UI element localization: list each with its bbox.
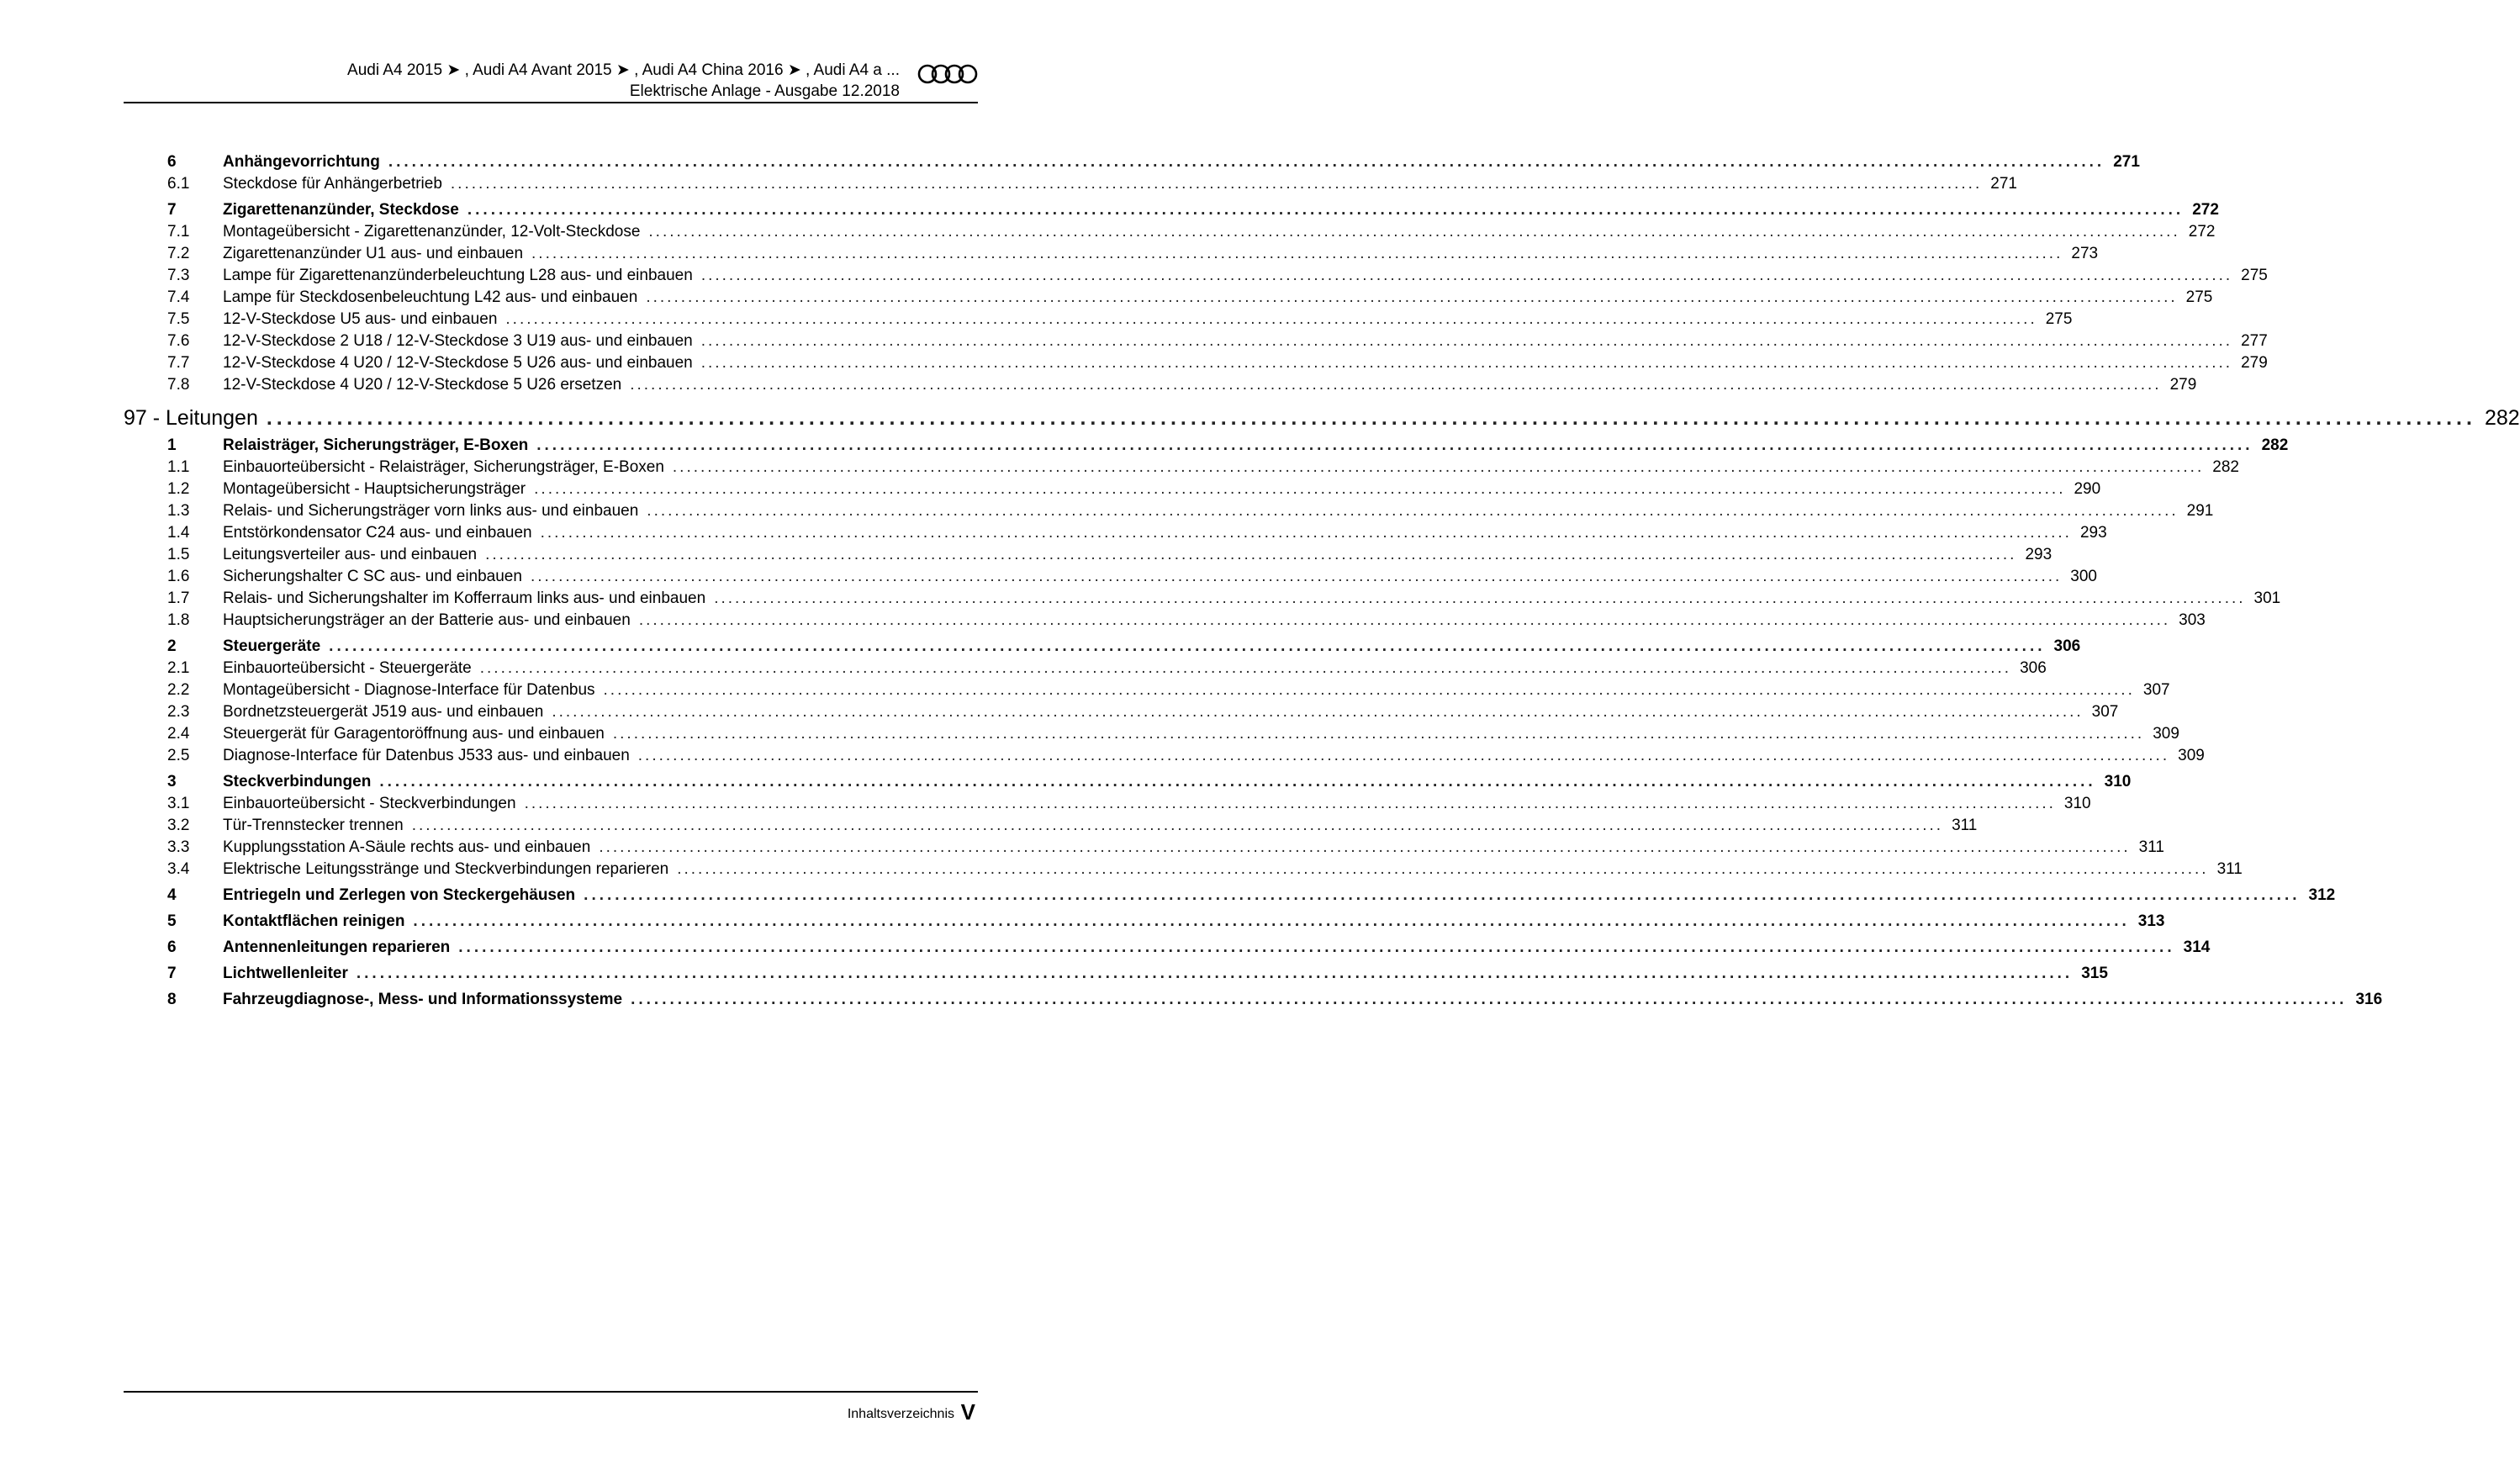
toc-leader-dots: ............................................................................................................................................................................................................................ <box>413 912 2130 930</box>
toc-entry-number: 6 <box>167 153 177 171</box>
toc-entry[interactable] <box>124 793 2091 815</box>
toc-entry-page: 311 <box>1952 817 1978 834</box>
toc-entry-title: Steckdose für Anhängerbetrieb <box>223 173 451 195</box>
toc-entry-number: 1.5 <box>167 546 190 563</box>
toc-entry-number: 6.1 <box>167 175 190 193</box>
toc-entry-title: Tür-Trennstecker trennen <box>223 815 412 837</box>
footer-section-label: Inhaltsverzeichnis <box>847 1407 954 1421</box>
toc-entry-title: Steuergerät für Garagentoröffnung aus- und einbauen <box>223 723 613 745</box>
toc-entry-page: 282 <box>2261 436 2289 454</box>
toc-entry-page: 311 <box>2216 860 2243 878</box>
toc-entry-page: 275 <box>2045 310 2073 328</box>
page-header <box>124 61 978 104</box>
toc-entry[interactable] <box>124 173 2017 195</box>
header-divider <box>124 102 978 103</box>
toc-entry-title-line <box>223 544 2052 566</box>
toc-leader-dots: ............................................................................................................................................................................................................................ <box>603 681 2135 699</box>
toc-entry-number: 7.7 <box>167 354 190 372</box>
toc-leader-dots: ............................................................................................................................................................................................................................ <box>647 502 2179 520</box>
toc-entry-title-line <box>223 885 2336 907</box>
audi-rings-icon <box>917 63 978 85</box>
toc-entry[interactable] <box>124 309 2073 330</box>
toc-leader-dots: ............................................................................................................................................................................................................................ <box>531 245 2063 262</box>
toc-entry[interactable] <box>124 679 2170 701</box>
toc-entry-title-line <box>124 401 2520 435</box>
toc-entry-title-line <box>223 771 2132 793</box>
toc-entry-title: Einbauorteübersicht - Relaisträger, Sicherungsträger, E-Boxen <box>223 457 673 478</box>
toc-entry-title-line <box>223 859 2243 880</box>
toc-entry-title: Entriegeln und Zerlegen von Steckergehäusen <box>223 885 584 907</box>
toc-entry-title-line <box>223 937 2211 959</box>
toc-entry-number: 1.3 <box>167 502 190 520</box>
toc-entry-title-line <box>223 199 2219 221</box>
toc-leader-dots: ............................................................................................................................................................................................................................ <box>450 175 1983 193</box>
toc-entry-title: Steuergeräte <box>223 636 329 658</box>
toc-leader-dots: ............................................................................................................................................................................................................................ <box>388 153 2105 171</box>
toc-entry-title: Anhängevorrichtung <box>223 151 388 173</box>
toc-entry[interactable] <box>124 544 2052 566</box>
toc-entry-page: 272 <box>2192 201 2219 219</box>
toc-entry[interactable] <box>124 435 2289 457</box>
toc-entry-number: 2.4 <box>167 725 190 743</box>
toc-leader-dots: ............................................................................................................................................................................................................................ <box>530 568 2063 585</box>
toc-entry-page: 314 <box>2183 938 2211 956</box>
toc-leader-dots: ............................................................................................................................................................................................................................ <box>505 310 2037 328</box>
toc-entry[interactable] <box>124 771 2132 793</box>
toc-entry-title: Bordnetzsteuergerät J519 aus- und einbauen <box>223 701 552 723</box>
toc-entry-number: 3.2 <box>167 817 190 834</box>
toc-entry-page: 303 <box>2179 611 2206 629</box>
page-number: V <box>960 1399 975 1425</box>
toc-entry-title: Kupplungsstation A-Säule rechts aus- und einbauen <box>223 837 599 859</box>
toc-entry-title-line <box>223 478 2101 500</box>
toc-entry-title-line <box>223 793 2091 815</box>
toc-entry[interactable] <box>124 588 2281 610</box>
toc-entry-title: Relais- und Sicherungshalter im Kofferraum links aus- und einbauen <box>223 588 714 610</box>
toc-leader-dots: ............................................................................................................................................................................................................................ <box>266 406 2476 430</box>
toc-entry-number: 3.4 <box>167 860 190 878</box>
toc-entry-title-line <box>223 911 2165 933</box>
toc-entry[interactable] <box>124 522 2107 544</box>
toc-entry-page: 306 <box>2020 659 2047 677</box>
toc-entry[interactable] <box>124 374 2197 396</box>
toc-entry[interactable] <box>124 658 2047 679</box>
toc-entry-page: 293 <box>2079 524 2107 542</box>
toc-entry-page: 312 <box>2308 886 2336 904</box>
toc-entry-title: Hauptsicherungsträger an der Batterie aus- und einbauen <box>223 610 639 632</box>
toc-entry-title: Montageübersicht - Hauptsicherungsträger <box>223 478 534 500</box>
toc-entry-number: 7.4 <box>167 288 190 306</box>
toc-entry[interactable] <box>124 457 2239 478</box>
toc-entry-number: 3 <box>167 773 177 790</box>
toc-entry-title: 12-V-Steckdose 4 U20 / 12-V-Steckdose 5 U26 aus- und einbauen <box>223 352 701 374</box>
toc-entry-title-line <box>223 723 2179 745</box>
toc-entry-number: 8 <box>167 991 177 1008</box>
toc-leader-dots: ............................................................................................................................................................................................................................ <box>637 747 2170 764</box>
toc-entry-number: 7.2 <box>167 245 190 262</box>
toc-entry-title-line <box>223 500 2214 522</box>
toc-entry-page: 293 <box>2025 546 2052 563</box>
toc-entry-page: 271 <box>2113 153 2140 171</box>
toc-leader-dots: ............................................................................................................................................................................................................................ <box>648 223 2180 241</box>
toc-entry-title-line <box>223 989 2383 1011</box>
toc-entry-page: 273 <box>2071 245 2099 262</box>
toc-entry-title-line <box>223 745 2205 767</box>
toc-entry-title-line <box>223 309 2073 330</box>
toc-entry-title: Diagnose-Interface für Datenbus J533 aus- und einbauen <box>223 745 638 767</box>
toc-entry[interactable] <box>124 963 2108 985</box>
toc-entry[interactable] <box>124 287 2213 309</box>
toc-entry-page: 316 <box>2355 991 2383 1008</box>
table-of-contents <box>124 151 2520 1011</box>
toc-entry-number: 7 <box>167 965 177 982</box>
toc-leader-dots: ............................................................................................................................................................................................................................ <box>411 817 1944 834</box>
toc-entry[interactable] <box>124 859 2243 880</box>
toc-entry-title-line <box>223 815 1978 837</box>
toc-chapter-entry[interactable] <box>124 401 2520 435</box>
toc-entry-page: 309 <box>2153 725 2179 743</box>
toc-entry-title-line <box>223 566 2097 588</box>
toc-entry-title-line <box>223 352 2268 374</box>
toc-entry-number: 2.5 <box>167 747 190 764</box>
toc-entry-page: 291 <box>2186 502 2214 520</box>
toc-entry[interactable] <box>124 265 2268 287</box>
toc-entry-title: Einbauorteübersicht - Steckverbindungen <box>223 793 525 815</box>
toc-entry-title-line <box>223 457 2239 478</box>
toc-entry-title-line <box>223 173 2017 195</box>
toc-leader-dots: ............................................................................................................................................................................................................................ <box>714 589 2246 607</box>
toc-entry-title-line <box>223 374 2197 396</box>
toc-leader-dots: ............................................................................................................................................................................................................................ <box>356 965 2074 982</box>
toc-entry[interactable] <box>124 911 2165 933</box>
toc-entry-title: Lampe für Zigarettenanzünderbeleuchtung L28 aus- und einbauen <box>223 265 701 287</box>
toc-leader-dots: ............................................................................................................................................................................................................................ <box>700 332 2233 350</box>
toc-entry-page: 282 <box>2212 458 2239 476</box>
toc-entry-title: Einbauorteübersicht - Steuergeräte <box>223 658 480 679</box>
toc-leader-dots: ............................................................................................................................................................................................................................ <box>536 436 2253 454</box>
toc-entry[interactable] <box>124 989 2383 1011</box>
toc-entry[interactable] <box>124 837 2164 859</box>
footer-divider <box>124 1391 978 1393</box>
toc-entry-page: 275 <box>2241 267 2268 284</box>
toc-leader-dots: ............................................................................................................................................................................................................................ <box>630 376 2162 394</box>
toc-entry-page: 309 <box>2178 747 2205 764</box>
toc-entry-number: 2.1 <box>167 659 190 677</box>
toc-entry-title: 12-V-Steckdose U5 aus- und einbauen <box>223 309 505 330</box>
toc-entry-title: 12-V-Steckdose 2 U18 / 12-V-Steckdose 3 U19 aus- und einbauen <box>223 330 701 352</box>
toc-leader-dots: ............................................................................................................................................................................................................................ <box>631 991 2348 1008</box>
toc-entry-page: 279 <box>2241 354 2268 372</box>
toc-entry-number: 7.1 <box>167 223 190 241</box>
toc-entry-page: 307 <box>2091 703 2119 721</box>
toc-entry-number: 2.3 <box>167 703 190 721</box>
toc-entry-page: 272 <box>2188 223 2216 241</box>
toc-entry-page: 311 <box>2138 838 2164 856</box>
toc-entry-number: 7.8 <box>167 376 190 394</box>
toc-entry-number: 1.1 <box>167 458 190 476</box>
toc-leader-dots: ............................................................................................................................................................................................................................ <box>599 838 2131 856</box>
toc-entry-title: Entstörkondensator C24 aus- und einbauen <box>223 522 541 544</box>
toc-entry-page: 315 <box>2081 965 2108 982</box>
toc-entry-title: Montageübersicht - Diagnose-Interface für Datenbus <box>223 679 604 701</box>
toc-leader-dots: ............................................................................................................................................................................................................................ <box>552 703 2084 721</box>
toc-entry-title-line <box>223 435 2289 457</box>
toc-entry-number: 1.7 <box>167 589 190 607</box>
toc-entry-number: 1.8 <box>167 611 190 629</box>
toc-entry-title-line <box>223 636 2081 658</box>
toc-entry-title: Lichtwellenleiter <box>223 963 357 985</box>
toc-entry-number: 1 <box>167 436 177 454</box>
toc-entry-number: 7.5 <box>167 310 190 328</box>
toc-entry-number: 1.2 <box>167 480 190 498</box>
toc-leader-dots: ............................................................................................................................................................................................................................ <box>672 458 2205 476</box>
toc-entry-page: 275 <box>2185 288 2213 306</box>
toc-entry-number: 2 <box>167 637 177 655</box>
toc-entry-number: 6 <box>167 938 177 956</box>
toc-leader-dots: ............................................................................................................................................................................................................................ <box>534 480 2066 498</box>
toc-entry-title: Montageübersicht - Zigarettenanzünder, 12-Volt-Steckdose <box>223 221 648 243</box>
toc-entry[interactable] <box>124 243 2099 265</box>
toc-entry-number: 7 <box>167 201 177 219</box>
toc-leader-dots: ............................................................................................................................................................................................................................ <box>467 201 2185 219</box>
toc-entry-page: 310 <box>2063 795 2091 812</box>
toc-entry-title: Sicherungshalter C SC aus- und einbauen <box>223 566 531 588</box>
toc-entry-title-line <box>223 679 2170 701</box>
toc-entry[interactable] <box>124 610 2206 632</box>
toc-entry[interactable] <box>124 478 2101 500</box>
toc-entry-number: 1.4 <box>167 524 190 542</box>
toc-entry-title: Zigarettenanzünder, Steckdose <box>223 199 468 221</box>
toc-entry-title-line <box>223 330 2268 352</box>
toc-entry-number: 4 <box>167 886 177 904</box>
toc-entry-title-line <box>223 287 2213 309</box>
toc-entry[interactable] <box>124 221 2216 243</box>
toc-entry-title-line <box>223 588 2281 610</box>
toc-leader-dots: ............................................................................................................................................................................................................................ <box>524 795 2056 812</box>
toc-entry-title-line <box>223 522 2107 544</box>
toc-leader-dots: ............................................................................................................................................................................................................................ <box>700 267 2233 284</box>
toc-leader-dots: ............................................................................................................................................................................................................................ <box>584 886 2301 904</box>
toc-entry-page: 310 <box>2104 773 2132 790</box>
toc-entry-page: 282 <box>2484 406 2520 430</box>
toc-entry-number: 3.3 <box>167 838 190 856</box>
toc-entry[interactable] <box>124 701 2119 723</box>
toc-entry[interactable] <box>124 885 2336 907</box>
toc-entry-title: 12-V-Steckdose 4 U20 / 12-V-Steckdose 5 U26 ersetzen <box>223 374 630 396</box>
toc-entry-title-line <box>223 243 2099 265</box>
toc-entry-number: 2.2 <box>167 681 190 699</box>
toc-leader-dots: ............................................................................................................................................................................................................................ <box>677 860 2209 878</box>
toc-entry-title: 97 - Leitungen <box>124 401 267 435</box>
toc-entry-number: 5 <box>167 912 177 930</box>
toc-leader-dots: ............................................................................................................................................................................................................................ <box>458 938 2175 956</box>
toc-entry-title: Lampe für Steckdosenbeleuchtung L42 aus- und einbauen <box>223 287 646 309</box>
toc-leader-dots: ............................................................................................................................................................................................................................ <box>540 524 2072 542</box>
toc-entry-title-line <box>223 265 2268 287</box>
toc-leader-dots: ............................................................................................................................................................................................................................ <box>700 354 2233 372</box>
toc-entry-page: 290 <box>2074 480 2101 498</box>
toc-entry-page: 307 <box>2142 681 2170 699</box>
toc-entry-page: 300 <box>2070 568 2097 585</box>
header-vehicle-models: Audi A4 2015 ➤ , Audi A4 Avant 2015 ➤ , Audi A4 China 2016 ➤ , Audi A4 a ... <box>347 61 900 79</box>
toc-entry[interactable] <box>124 723 2179 745</box>
toc-entry[interactable] <box>124 937 2211 959</box>
toc-leader-dots: ............................................................................................................................................................................................................................ <box>638 611 2171 629</box>
toc-leader-dots: ............................................................................................................................................................................................................................ <box>646 288 2178 306</box>
toc-entry-number: 1.6 <box>167 568 190 585</box>
toc-entry[interactable] <box>124 636 2081 658</box>
toc-entry[interactable] <box>124 330 2268 352</box>
toc-entry-number: 7.3 <box>167 267 190 284</box>
toc-entry-title-line <box>223 963 2108 985</box>
toc-entry[interactable] <box>124 151 2140 173</box>
toc-leader-dots: ............................................................................................................................................................................................................................ <box>479 659 2012 677</box>
toc-entry-page: 279 <box>2169 376 2197 394</box>
toc-entry-number: 7.6 <box>167 332 190 350</box>
toc-entry-page: 306 <box>2053 637 2081 655</box>
toc-entry-title-line <box>223 658 2047 679</box>
toc-leader-dots: ............................................................................................................................................................................................................................ <box>612 725 2145 743</box>
toc-entry-page: 301 <box>2253 589 2281 607</box>
toc-entry[interactable] <box>124 815 1978 837</box>
toc-entry[interactable] <box>124 745 2205 767</box>
toc-entry-title-line <box>223 701 2119 723</box>
toc-entry-number: 3.1 <box>167 795 190 812</box>
toc-leader-dots: ............................................................................................................................................................................................................................ <box>329 637 2046 655</box>
header-manual-edition: Elektrische Anlage - Ausgabe 12.2018 <box>629 82 900 100</box>
toc-entry-title: Elektrische Leitungsstränge und Steckverbindungen reparieren <box>223 859 677 880</box>
toc-entry[interactable] <box>124 352 2268 374</box>
toc-entry-title: Fahrzeugdiagnose-, Mess- und Informationssysteme <box>223 989 631 1011</box>
toc-leader-dots: ............................................................................................................................................................................................................................ <box>485 546 2017 563</box>
toc-entry-page: 277 <box>2241 332 2268 350</box>
toc-entry-title: Leitungsverteiler aus- und einbauen <box>223 544 485 566</box>
toc-entry-page: 271 <box>1990 175 2017 193</box>
toc-entry-title-line <box>223 221 2216 243</box>
toc-entry-title-line <box>223 151 2140 173</box>
toc-entry[interactable] <box>124 500 2214 522</box>
toc-entry-title-line <box>223 837 2164 859</box>
toc-leader-dots: ............................................................................................................................................................................................................................ <box>379 773 2096 790</box>
toc-entry-title: Steckverbindungen <box>223 771 379 793</box>
toc-entry[interactable] <box>124 566 2097 588</box>
toc-entry-title: Antennenleitungen reparieren <box>223 937 458 959</box>
toc-entry-title: Kontaktflächen reinigen <box>223 911 413 933</box>
toc-entry-title: Relais- und Sicherungsträger vorn links aus- und einbauen <box>223 500 647 522</box>
toc-entry-title: Relaisträger, Sicherungsträger, E-Boxen <box>223 435 536 457</box>
toc-entry-title: Zigarettenanzünder U1 aus- und einbauen <box>223 243 531 265</box>
toc-entry-page: 313 <box>2137 912 2165 930</box>
toc-entry-title-line <box>223 610 2206 632</box>
toc-entry[interactable] <box>124 199 2219 221</box>
